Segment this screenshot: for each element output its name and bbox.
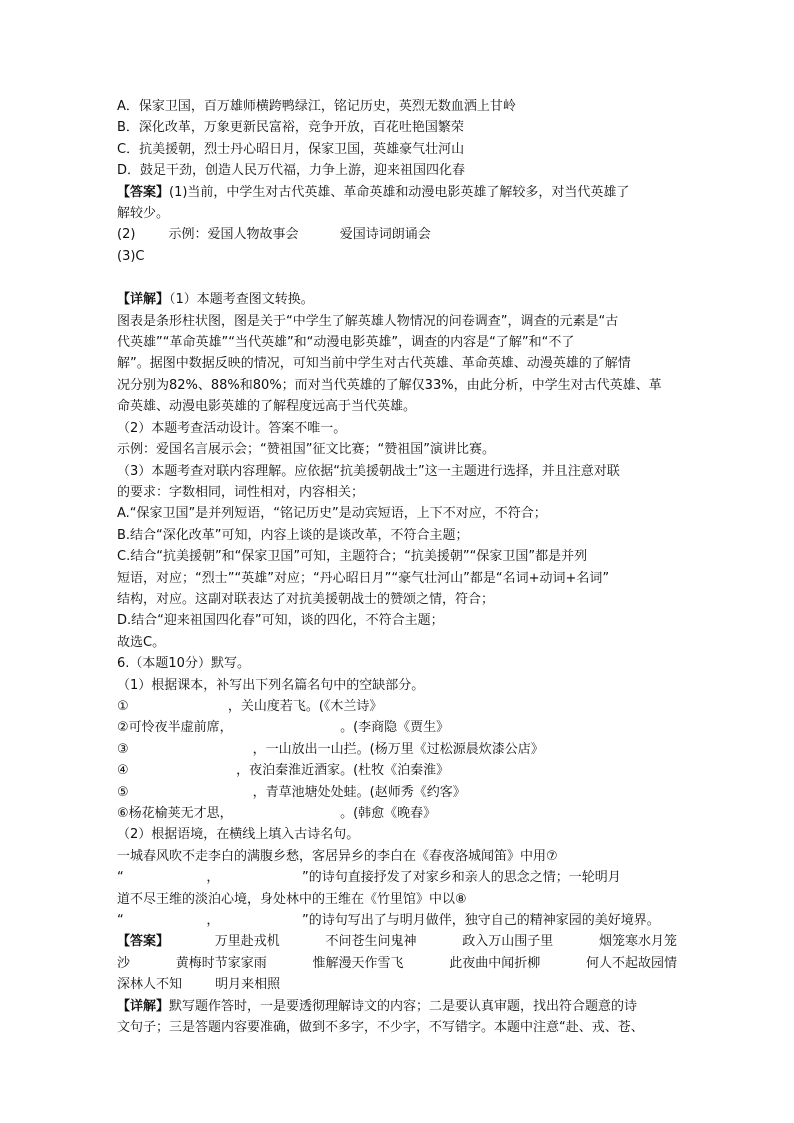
context-para-line-1: 一城春风吹不走李白的满腹乡愁，客居异乡的李白在《春夜洛城闻笛》中用⑦: [117, 848, 558, 864]
answer2-item: 惟解漫天作雪飞: [312, 955, 404, 971]
option-a: A．保家卫国，百万雄师横跨鸭绿江，铭记历史，英烈无数血洒上甘岭: [117, 99, 516, 114]
option-b: B．深化改革，万象更新民富裕，竞争开放，百花吐艳国繁荣: [117, 120, 464, 136]
answer-label: 【答案】: [117, 184, 170, 200]
answer-line-2: 解较少。: [117, 206, 170, 222]
detail2-line-1: [117, 996, 677, 1017]
detail-text-0: （1）本题考查图文转换。: [169, 292, 314, 308]
detail-line-2: 代英雄”“革命英雄”“当代英雄”和“动漫电影英雄”，调查的内容是“了解”和“不了: [117, 335, 575, 351]
answer2-item: 烟笼寒水月笼: [598, 934, 677, 950]
detail-line-12: C.结合“抗美援朝”和“保家卫国”可知，主题符合；“抗美援朝”“保家卫国”都是并列: [117, 549, 588, 565]
answer2-line-1: [117, 931, 677, 952]
context-para-line-4: “ ， ”的诗句写出了与明月做伴，独守自己的精神家园的美好境界。: [117, 913, 660, 929]
answer2-item: 沙: [117, 955, 131, 971]
detail-line-8: （3）本题考查对联内容理解。应依据“抗美援朝战士”这一主题进行选择，并且注意对联: [117, 463, 620, 479]
detail-line-9: 的要求：字数相同，词性相对，内容相关；: [117, 484, 365, 500]
question-6-title: 6.（本题10分）默写。: [117, 656, 250, 672]
answer2-item: 黄梅时节家家雨: [175, 955, 267, 971]
context-para-line-3: 道不尽王维的淡泊心境，身处林中的王维在《竹里馆》中以⑧: [117, 891, 467, 907]
answer2-line-2: [117, 953, 677, 974]
answer2-line-3: [117, 974, 677, 995]
option-d: D．鼓足干劲，创造人民万代福，力争上游，迎来祖国四化春: [117, 163, 466, 179]
option-c: C．抗美援朝，烈士丹心昭日月，保家卫国，英雄豪气壮河山: [117, 141, 465, 157]
fill-item-1: ① ，关山度若飞。(《木兰诗》: [117, 698, 383, 714]
detail-line-14: 结构，对应。这副对联表达了对抗美援朝战士的赞颂之情，符合；: [117, 591, 495, 607]
detail-line-3: 解”。据图中数据反映的情况，可知当前中学生对古代英雄、革命英雄、动漫英雄的了解情: [117, 356, 631, 372]
answer-line-3: (2) 示例：爱国人物故事会 爱国诗词朗诵会: [117, 227, 431, 243]
detail2-line-2: 文句子；三是答题内容要准确，做到不多字，不少字，不写错字。本题中注意“赴、戎、苍、: [117, 1020, 644, 1036]
answer2-item: 明月来相照: [215, 977, 281, 993]
detail-line-13: 短语，对应；“烈士”“英雄”对应；“丹心昭日月”“豪气壮河山”都是“名词+动词+名词”: [117, 570, 610, 586]
answer2-label: 【答案】: [117, 934, 170, 950]
detail2-label: 【详解】: [117, 998, 170, 1014]
fill-item-3: ③ ，一山放出一山拦。(杨万里《过松源晨炊漆公店》: [117, 741, 544, 757]
detail-line-11: B.结合“深化改革”可知，内容上谈的是谈改革，不符合主题；: [117, 527, 469, 543]
detail-line-5: 命英雄、动漫电影英雄的了解程度远高于当代英雄。: [117, 399, 417, 415]
detail-line-7: 示例：爱国名言展示会；“赞祖国”征文比赛；“赞祖国”演讲比赛。: [117, 442, 495, 458]
answer2-item: 何人不起故园情: [585, 955, 677, 971]
answer-line-1: [117, 182, 677, 203]
fill-item-4: ④ ，夜泊秦淮近酒家。(杜牧《泊秦淮》: [117, 763, 450, 779]
detail2-text-1: 默写题作答时，一是要透彻理解诗文的内容；二是要认真审题，找出符合题意的诗: [169, 998, 638, 1014]
fill-item-2: ②可怜夜半虚前席， 。(李商隐《贾生》: [117, 720, 450, 736]
detail-line-0: [117, 289, 677, 310]
answer2-item: 政入万山围子里: [462, 934, 554, 950]
question-6-sub2: （2）根据语境，在横线上填入古诗名句。: [117, 827, 360, 843]
detail-line-10: A.“保家卫国”是并列短语，“铭记历史”是动宾短语，上下不对应，不符合；: [117, 506, 547, 522]
answer2-item: 万里赴戎机: [214, 934, 280, 950]
fill-item-5: ⑤ ，青草池塘处处蛙。(赵师秀《约客》: [117, 784, 466, 800]
blank-spacer: [117, 267, 677, 289]
detail-label: 【详解】: [117, 292, 170, 308]
answer-text-1: (1)当前，中学生对古代英雄、革命英雄和动漫电影英雄了解较多，对当代英雄了: [169, 184, 630, 200]
detail-line-1: 图表是条形柱状图，图是关于“中学生了解英雄人物情况的问卷调查”，调查的元素是“古: [117, 313, 619, 329]
detail-line-15: D.结合“迎来祖国四化春”可知，谈的四化，不符合主题；: [117, 613, 444, 629]
answer2-item: 深林人不知: [117, 977, 183, 993]
context-para-line-2: “ ， ”的诗句直接抒发了对家乡和亲人的思念之情；一轮明月: [117, 870, 621, 886]
answer2-item: 此夜曲中闻折柳: [449, 955, 541, 971]
answer-line-4: (3)C: [117, 248, 145, 264]
fill-item-6: ⑥杨花榆荚无才思， 。(韩愈《晚春》: [117, 806, 437, 821]
detail-line-6: （2）本题考查活动设计。答案不唯一。: [117, 420, 347, 436]
answer2-item: 不问苍生问鬼神: [325, 934, 417, 950]
detail-line-4: 况分别为82%、88%和80%；而对当代英雄的了解仅33%，由此分析，中学生对古代英雄、革: [117, 377, 662, 393]
document-page: [117, 96, 677, 1038]
question-6-sub1: （1）根据课本，补写出下列名篇名句中的空缺部分。: [117, 677, 425, 693]
detail-line-16: 故选C。: [117, 634, 166, 650]
